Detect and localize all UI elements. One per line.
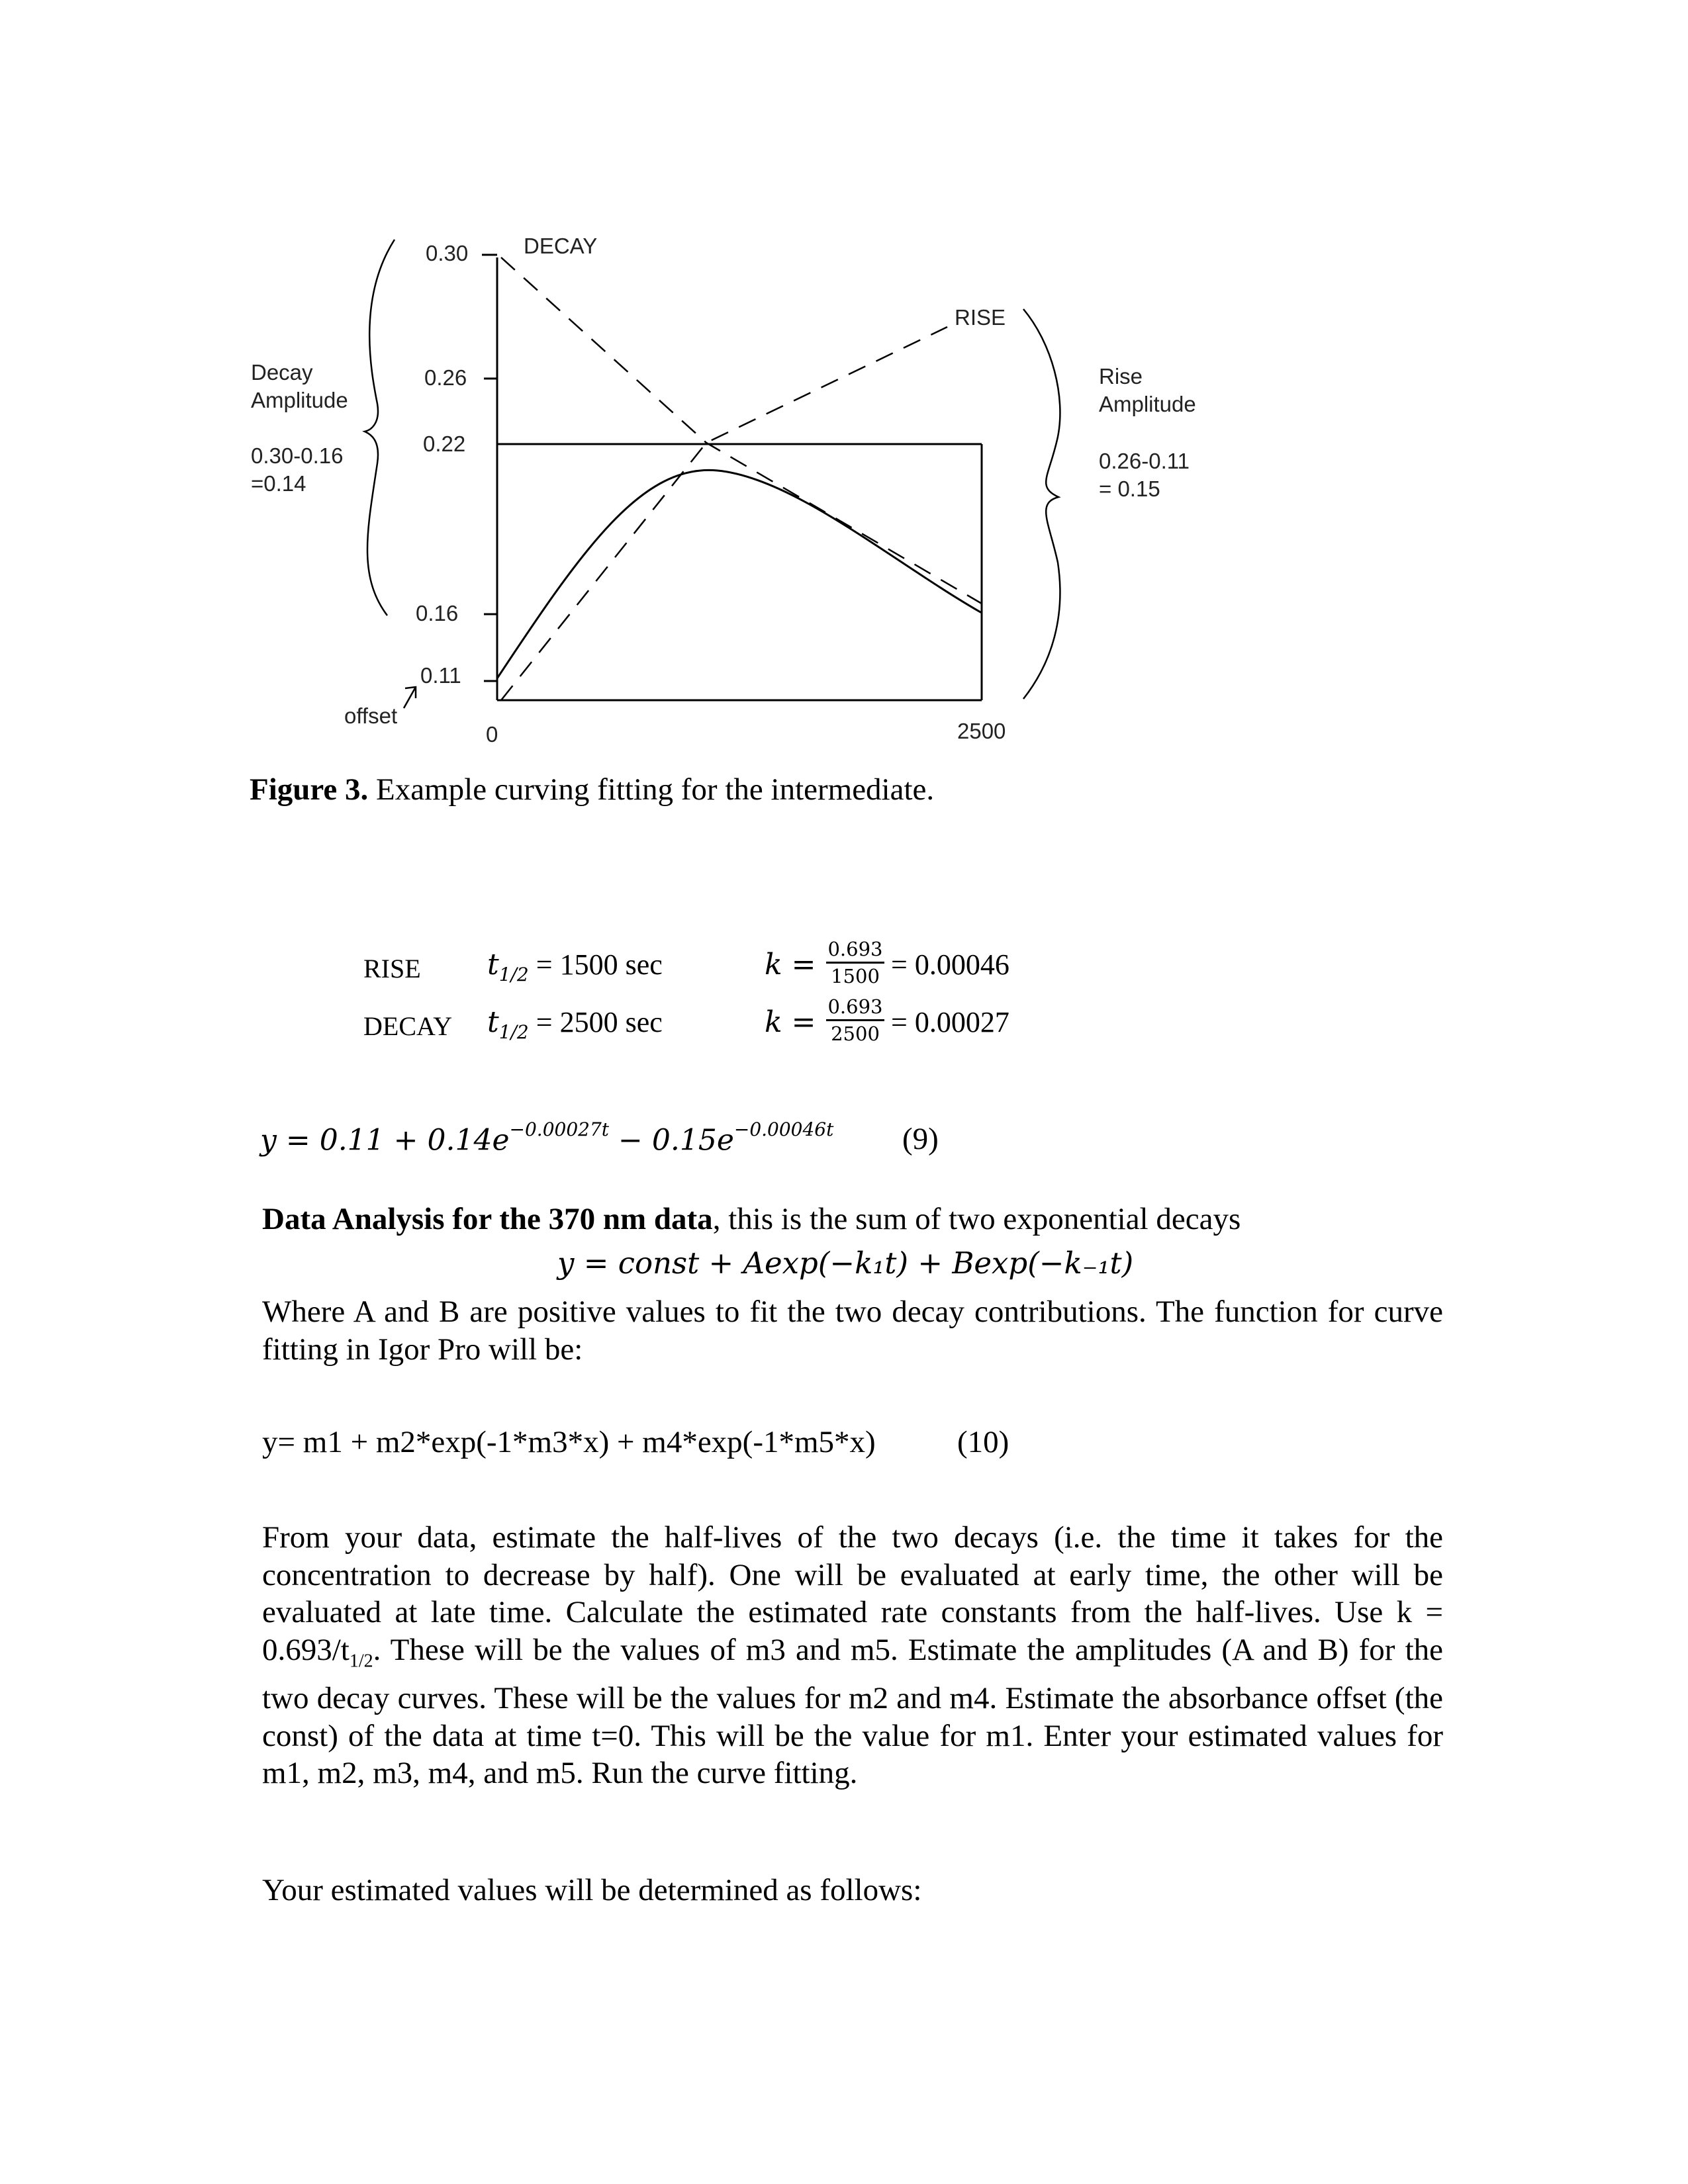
rise-half-life-value: = 1500 sec	[536, 948, 663, 981]
fit-curve	[497, 470, 982, 678]
rise-amplitude-calc-line: = 0.15	[1099, 477, 1160, 501]
general-formula: y = const + Aexp(−k₁t) + Bexp(−k₋₁t)	[557, 1246, 1134, 1281]
instructions-paragraph	[262, 1519, 1443, 1792]
decay-amplitude-label	[251, 359, 348, 414]
decay-amplitude-label-line: Decay	[251, 360, 313, 385]
eq9-exponent: −0.00046t	[733, 1118, 834, 1140]
rise-amplitude-brace	[1023, 309, 1060, 699]
decay-row-label: DECAY	[363, 1011, 453, 1041]
rise-amplitude-label-line: Rise	[1099, 364, 1143, 388]
decay-amplitude-calc	[251, 442, 343, 498]
rise-row-label: RISE	[363, 954, 421, 983]
decay-amplitude-calc-line: =0.14	[251, 471, 306, 496]
decay-fraction	[826, 995, 884, 1045]
decay-curve-label: DECAY	[524, 234, 598, 258]
caption-text: Example curving fitting for the intermediate.	[368, 772, 935, 807]
instructions-text: From your data, estimate the half-lives of the two decays (i.e. the time it takes for the concentration to decrease by half). One will be evaluated at early time, the other will be evaluated at late time. Calculate the estimated rate constants from the half-lives. Use k = 0.693/t	[262, 1520, 1443, 1667]
y-tick-label: 0.11	[420, 663, 461, 688]
half-subscript: 1/2	[349, 1650, 373, 1671]
x-tick-label: 2500	[957, 719, 1006, 743]
rise-k-value: = 0.00046	[891, 948, 1009, 981]
y-tick-label: 0.30	[426, 241, 469, 265]
rise-half-life	[487, 948, 663, 985]
decay-k-symbol: k =	[765, 1005, 816, 1039]
numerator: 0.693	[827, 938, 883, 960]
where-paragraph: Where A and B are positive values to fit the two decay contributions. The function for curve fitting in Igor Pro will be:	[262, 1295, 1443, 1367]
rise-amplitude-calc	[1099, 447, 1190, 503]
t-symbol: t	[487, 1005, 499, 1039]
y-tick-label: 0.26	[424, 365, 467, 390]
analysis-heading	[262, 1201, 1241, 1237]
instructions-text: . These will be the values of m3 and m5. Estimate the amplitudes (A and B) for the two decay curves. These will be the values for m2 and m4. Estimate the absorbance offset (the const) of the data at time t=0. This will be the value for m1. Enter your estimated values for m1, m2, m3, m4, and m5. Run the curve fitting.	[262, 1632, 1443, 1791]
denominator: 2500	[831, 1023, 880, 1045]
equation-10-number: (10)	[957, 1425, 1009, 1459]
figure-caption	[250, 772, 934, 807]
x-tick-label: 0	[486, 722, 498, 747]
offset-arrow	[404, 687, 416, 708]
rise-curve-label: RISE	[955, 305, 1006, 330]
rise-fraction	[826, 938, 884, 987]
rise-amplitude-label	[1099, 363, 1196, 418]
decay-amplitude-calc-line: 0.30-0.16	[251, 443, 344, 468]
t-symbol: t	[487, 948, 499, 981]
analysis-heading-bold: Data Analysis for the 370 nm data	[262, 1202, 713, 1236]
numerator: 0.693	[827, 995, 883, 1018]
decay-half-life-value: = 2500 sec	[536, 1006, 663, 1038]
caption-label: Figure 3.	[250, 772, 369, 807]
closing-line: Your estimated values will be determined as follows:	[262, 1873, 922, 1907]
decay-half-life	[487, 1005, 663, 1043]
y-tick-label: 0.16	[416, 601, 459, 625]
decay-k-value: = 0.00027	[891, 1006, 1009, 1038]
equation-10: y= m1 + m2*exp(-1*m3*x) + m4*exp(-1*m5*x)	[262, 1425, 876, 1459]
equation-9	[260, 1118, 834, 1158]
analysis-heading-rest: , this is the sum of two exponential decays	[712, 1202, 1241, 1236]
offset-label: offset	[344, 704, 398, 728]
t-subscript: 1/2	[498, 963, 529, 985]
y-tick-label: 0.22	[423, 432, 466, 456]
rise-dashed-line	[501, 327, 947, 700]
rise-amplitude-label-line: Amplitude	[1099, 392, 1196, 416]
t-subscript: 1/2	[498, 1021, 529, 1043]
eq9-part: − 0.15e	[609, 1123, 734, 1158]
rise-amplitude-calc-line: 0.26-0.11	[1099, 449, 1190, 473]
rise-k-symbol: k =	[765, 948, 816, 981]
denominator: 1500	[831, 965, 880, 987]
decay-amplitude-label-line: Amplitude	[251, 388, 348, 412]
eq9-exponent: −0.00027t	[509, 1118, 610, 1140]
equation-9-number: (9)	[902, 1122, 939, 1156]
decay-amplitude-brace	[365, 240, 395, 615]
eq9-part: y = 0.11 + 0.14e	[260, 1123, 510, 1158]
decay-dashed-line	[501, 257, 982, 604]
